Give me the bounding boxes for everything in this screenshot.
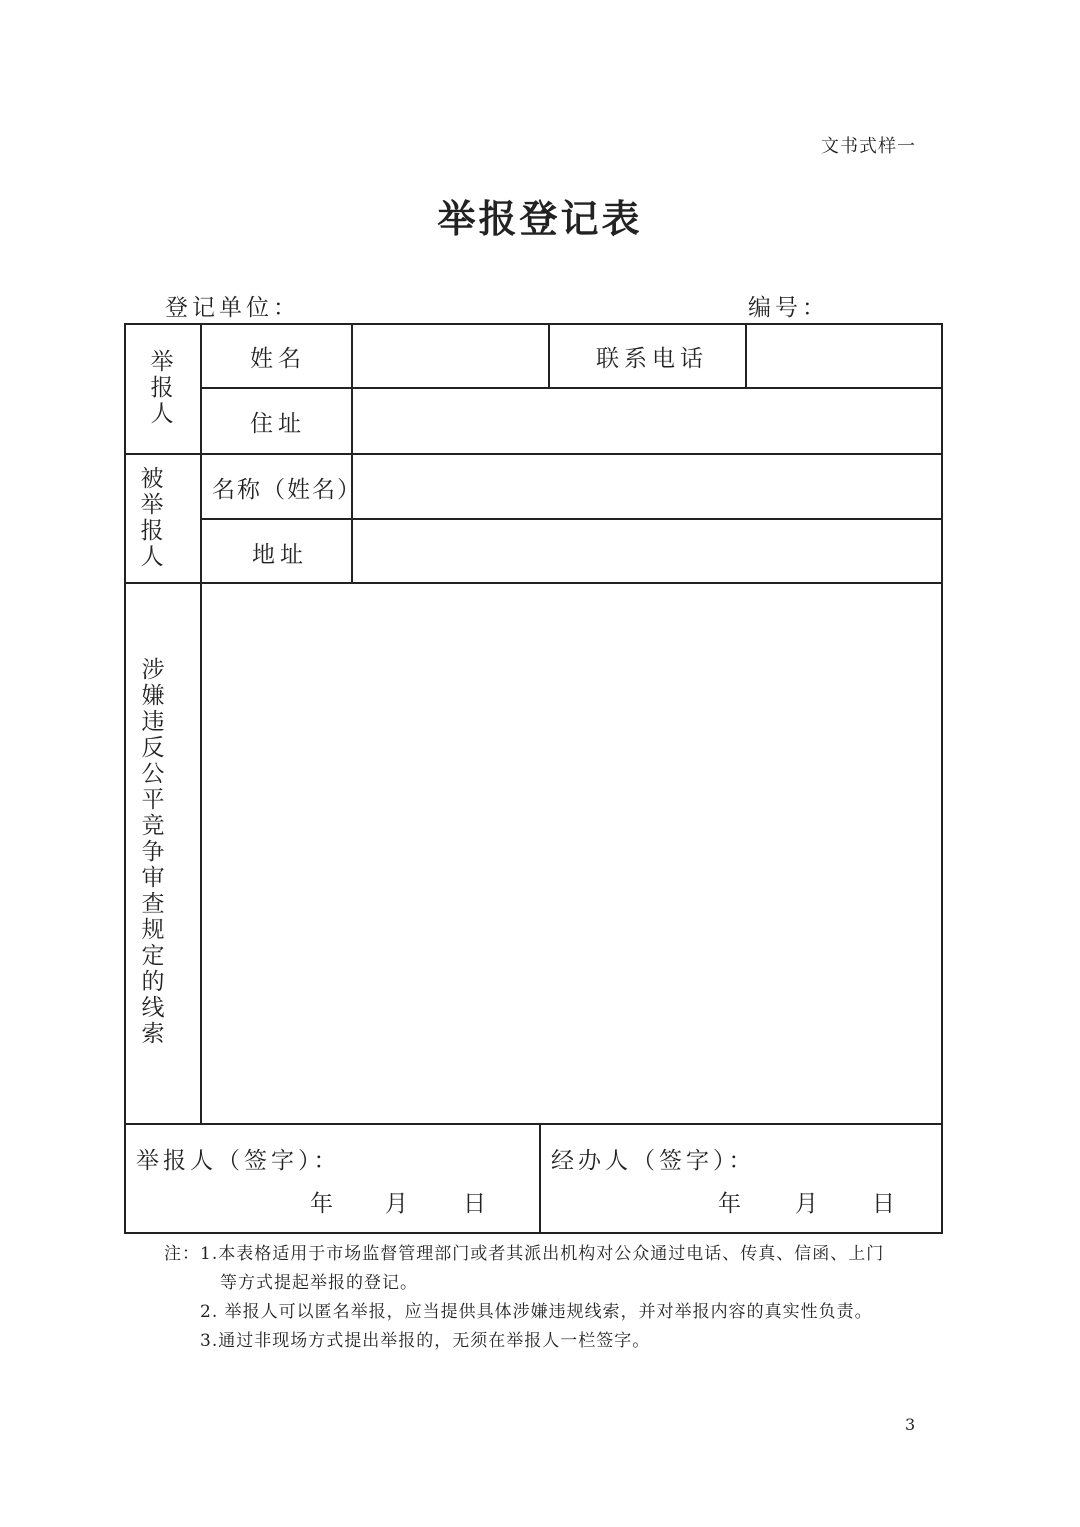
reporter-signature-label: 举报人（签字）：	[136, 1148, 341, 1174]
handler-signature-label: 经办人（签字）：	[551, 1148, 756, 1174]
page-number: 3	[905, 1415, 916, 1434]
reporter-address-field[interactable]	[353, 389, 941, 453]
reporter-sign-year: 年	[310, 1191, 338, 1217]
reporter-name-label: 姓名	[250, 346, 306, 372]
reported-name-field[interactable]	[353, 455, 941, 518]
reporter-sign-day: 日	[463, 1191, 491, 1217]
handler-sign-day: 日	[872, 1191, 900, 1217]
reporter-phone-field[interactable]	[747, 325, 941, 387]
reporter-name-field[interactable]	[353, 325, 548, 387]
table-border-right	[941, 323, 943, 1234]
serial-number-label: 编号：	[748, 295, 829, 321]
document-template-label: 文书式样一	[821, 136, 916, 157]
note-item: 等方式提起举报的登记。	[220, 1273, 418, 1293]
table-border-left	[124, 323, 126, 1234]
handler-sign-month: 月	[795, 1191, 823, 1217]
registration-unit-label: 登记单位：	[165, 295, 300, 321]
handler-sign-year: 年	[718, 1191, 746, 1217]
reported-address-field[interactable]	[353, 520, 941, 582]
clues-section-label: 涉嫌违反公平竞争审查规定的线索	[141, 657, 165, 1047]
form-title: 举报登记表	[437, 197, 643, 241]
report-registration-table	[124, 323, 943, 1234]
reported-section-label: 被举报人	[140, 466, 164, 570]
column-divider	[548, 323, 550, 388]
note-item: 3.通过非现场方式提出举报的，无须在举报人一栏签字。	[200, 1331, 651, 1351]
reporter-phone-label: 联系电话	[596, 346, 708, 372]
reporter-section-label: 举报人	[150, 349, 174, 427]
note-item: 注：1.本表格适用于市场监督管理部门或者其派出机构对公众通过电话、传真、信函、上门	[164, 1244, 885, 1264]
reporter-sign-month: 月	[385, 1191, 413, 1217]
reported-name-label: 名称（姓名）	[212, 477, 362, 503]
note-item: 2. 举报人可以匿名举报，应当提供具体涉嫌违规线索，并对举报内容的真实性负责。	[200, 1302, 873, 1322]
table-border-bottom	[124, 1232, 943, 1234]
reported-address-label: 地址	[252, 542, 308, 568]
reporter-address-label: 住址	[250, 411, 306, 437]
clues-text-area[interactable]	[202, 584, 941, 1123]
